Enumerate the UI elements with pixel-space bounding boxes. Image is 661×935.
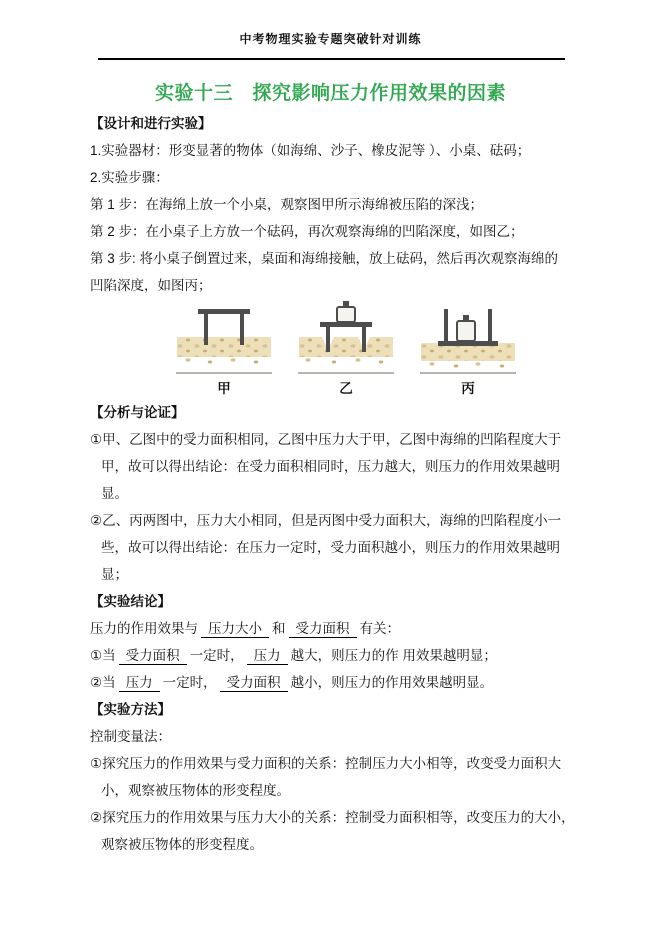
conclusion-item2: [90, 669, 572, 696]
table-leg-right: [362, 324, 366, 352]
weight-icon: [457, 321, 475, 341]
analysis-item1-line1: ①甲、乙图中的受力面积相同，乙图中压力大于甲，乙图中海绵的凹陷程度大于: [90, 432, 562, 447]
design-line-steps-label: 2.实验步骤：: [90, 170, 169, 185]
table-weight-on-sponge-icon: [298, 299, 394, 379]
conclusion-item1-mid: 一定时，: [189, 648, 244, 663]
ground-line: [420, 372, 516, 374]
conclusion-item1-blank1: 受力面积: [119, 647, 187, 665]
design-step-1: 第 1 步：在海绵上放一个小桌，观察图甲所示海绵被压陷的深浅；: [90, 197, 484, 212]
document-body: [90, 110, 575, 858]
conclusion-intro-post: 有关：: [359, 621, 400, 636]
conclusion-item1: [90, 642, 572, 669]
table-leg-left: [204, 311, 208, 345]
section-heading-method: 【实验方法】: [90, 702, 171, 717]
analysis-item1-line2: 甲，故可以得出结论：在受力面积相同时，压力越大，则压力的作用效果越明: [101, 459, 560, 474]
design-step-3-cont: 凹陷深度，如图丙；: [90, 278, 212, 293]
ground-line: [298, 372, 394, 374]
conclusion-item2-post: 越小，则压力的作用效果越明显。: [290, 675, 494, 690]
conclusion-item1-blank2: 压力: [247, 647, 288, 665]
page-header: 中考物理实验专题突破针对训练: [239, 32, 422, 46]
conclusion-intro-blank2: 受力面积: [289, 620, 357, 638]
ground-line: [176, 372, 272, 374]
method-item2-line2: 观察被压物体的形变程度。: [101, 837, 263, 852]
conclusion-item1-post: 越大，则压力的作 用效果越明显；: [290, 648, 497, 663]
conclusion-item2-mid: 一定时，: [162, 675, 217, 690]
conclusion-item2-blank2: 受力面积: [220, 674, 288, 692]
analysis-item2-line2: 些，故可以得出结论：在压力一定时，受力面积越小，则压力的作用效果越明: [101, 540, 560, 555]
conclusion-intro: [90, 615, 572, 642]
conclusion-item2-blank1: 压力: [119, 674, 160, 692]
table-top: [198, 309, 250, 314]
table-leg-left: [326, 324, 330, 352]
weight-icon: [337, 307, 355, 322]
table-leg-right-up: [488, 309, 492, 345]
header-rule: [98, 58, 565, 60]
design-line-materials: 1.实验器材：形变显著的物体（如海绵、沙子、橡皮泥等 ）、小桌、砝码；: [90, 143, 531, 158]
design-step-3: 第 3 步: 将小桌子倒置过来，桌面和海绵接触，放上砝码，然后再次观察海绵的: [90, 251, 559, 266]
subfigure-jia: [176, 299, 272, 397]
table-leg-right: [240, 311, 244, 345]
page-title: 实验十三 探究影响压力作用效果的因素: [154, 83, 506, 104]
conclusion-item2-pre: ②当: [90, 675, 116, 690]
section-heading-conclusion: 【实验结论】: [90, 594, 171, 609]
table-on-sponge-icon: [176, 299, 272, 379]
sponge-texture: [177, 337, 271, 357]
conclusion-intro-mid: 和: [272, 621, 286, 636]
figure-label-bing: 丙: [461, 381, 475, 396]
sponge-texture: [299, 337, 393, 357]
conclusion-item1-pre: ①当: [90, 648, 116, 663]
analysis-item1-line3: 显。: [101, 486, 128, 501]
analysis-item2-line1: ②乙、丙两图中，压力大小相同，但是丙图中受力面积大，海绵的凹陷程度小一: [90, 513, 562, 528]
figure-label-jia: 甲: [217, 381, 231, 396]
design-step-2: 第 2 步：在小桌子上方放一个砝码，再次观察海绵的凹陷深度，如图乙；: [90, 224, 524, 239]
table-top-down: [438, 341, 498, 346]
table-leg-left-up: [444, 309, 448, 345]
method-item2-line1: ②探究压力的作用效果与压力大小的关系：控制受力面积相等，改变压力的大小，: [90, 810, 575, 825]
method-item1-line1: ①探究压力的作用效果与受力面积的关系：控制压力大小相等，改变受力面积大: [90, 756, 562, 771]
method-item1-line2: 小，观察被压物体的形变程度。: [101, 783, 290, 798]
figure-label-yi: 乙: [339, 381, 353, 396]
conclusion-intro-pre: 压力的作用效果与: [90, 621, 198, 636]
inverted-table-weight-icon: [420, 299, 516, 379]
conclusion-intro-blank1: 压力大小: [201, 620, 269, 638]
method-intro: 控制变量法：: [90, 729, 171, 744]
subfigure-bing: [420, 299, 516, 397]
experiment-figure: [176, 299, 572, 397]
section-heading-analysis: 【分析与论证】: [90, 405, 185, 420]
section-heading-design: 【设计和进行实验】: [90, 116, 212, 131]
subfigure-yi: [298, 299, 394, 397]
analysis-item2-line3: 显；: [101, 567, 128, 582]
